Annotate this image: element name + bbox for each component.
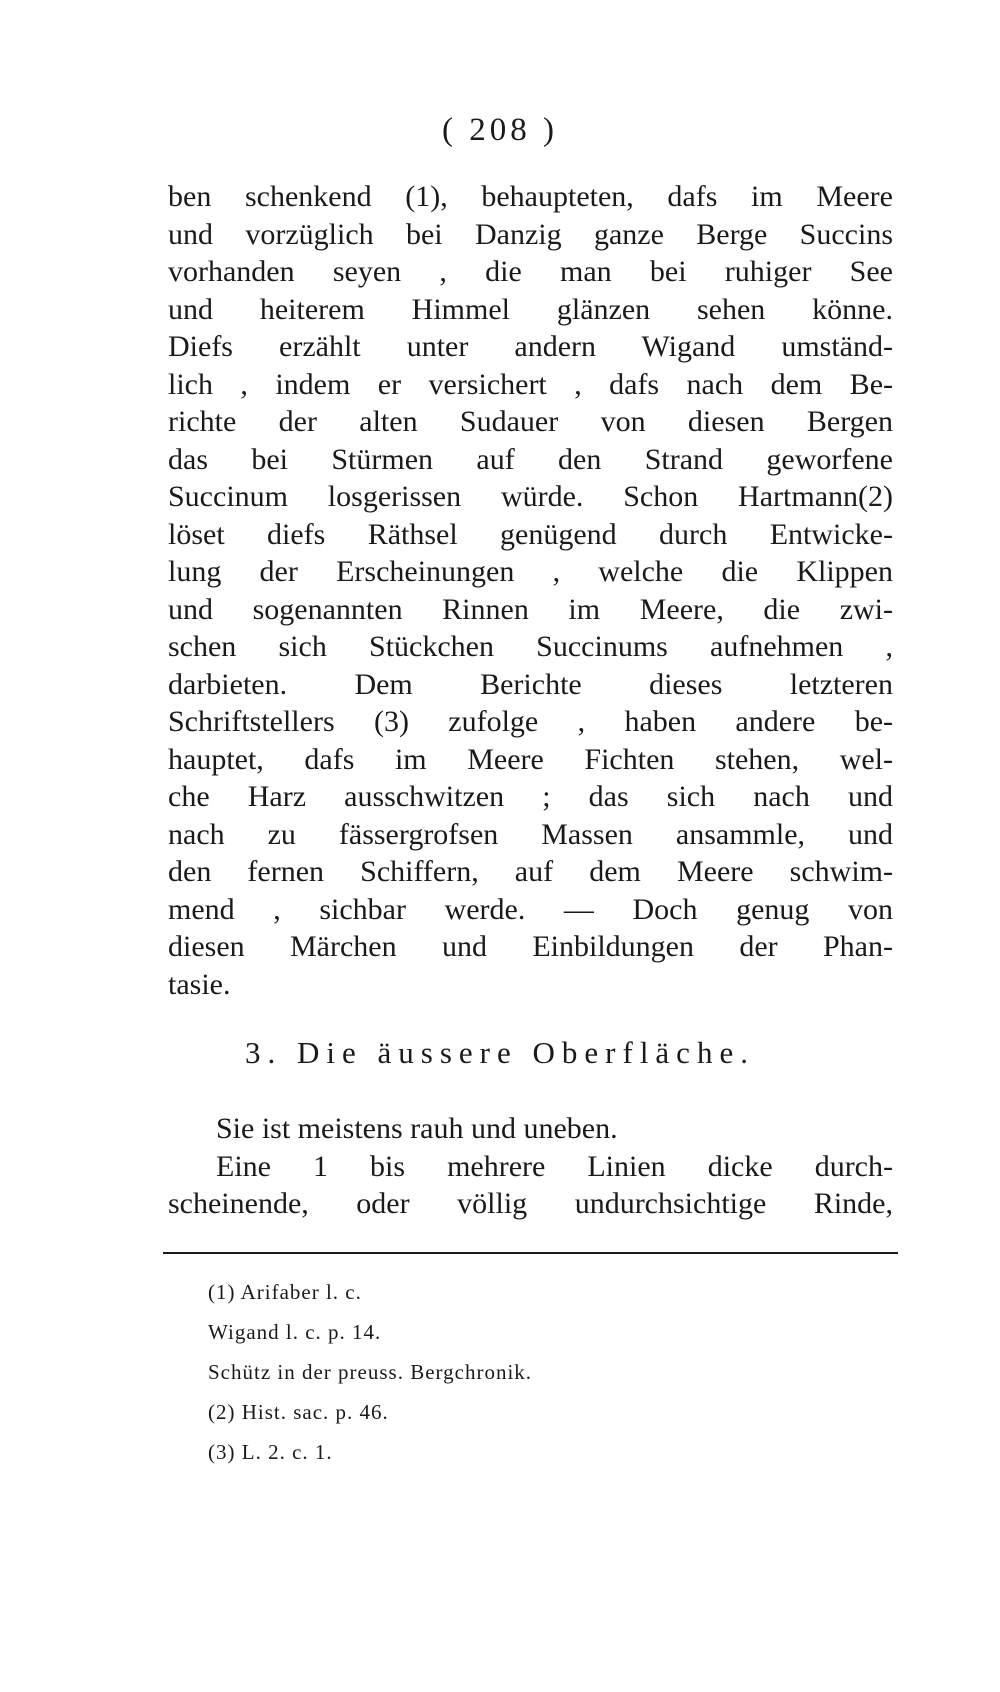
text-line: tasie. (168, 967, 231, 1001)
footnotes (208, 1272, 888, 1472)
text-line: lung der Erscheinungen , welche die Klippen (168, 555, 893, 588)
text-line: lich , indem er versichert , dafs nach dem Be- (168, 367, 893, 401)
footnote: Wigand l. c. p. 14. (208, 1320, 382, 1344)
text-line: Diefs erzählt unter andern Wigand umständ- (168, 330, 893, 363)
footnote: (3) L. 2. c. 1. (208, 1440, 333, 1464)
text-line: Sie ist meistens rauh und uneben. (216, 1112, 618, 1145)
text-line: scheinende, oder völlig undurchsichtige Rinde, (168, 1187, 893, 1220)
text-line: Schriftstellers (3) zufolge , haben andere be- (168, 705, 893, 738)
footnote: (1) Arifaber l. c. (208, 1280, 362, 1304)
text-line: schen sich Stückchen Succinums aufnehmen , (168, 630, 893, 663)
text-line: nach zu fässergrofsen Massen ansammle, und (168, 817, 893, 851)
footnote-divider (163, 1252, 898, 1254)
text-line: richte der alten Sudauer von diesen Bergen (168, 405, 893, 438)
footnote: (2) Hist. sac. p. 46. (208, 1400, 389, 1424)
text-line: diesen Märchen und Einbildungen der Phan- (168, 930, 893, 963)
text-line: hauptet, dafs im Meere Fichten stehen, wel- (168, 742, 893, 776)
text-line: ben schenkend (1), behaupteten, dafs im Meere (168, 180, 893, 213)
text-line: vorhanden seyen , die man bei ruhiger See (168, 255, 893, 288)
section-paragraph (168, 1110, 893, 1223)
footnote: Schütz in der preuss. Bergchronik. (208, 1360, 533, 1384)
text-line: che Harz ausschwitzen ; das sich nach und (168, 780, 893, 813)
text-line: darbieten. Dem Berichte dieses letzteren (168, 667, 893, 701)
page-number: ( 208 ) (442, 112, 558, 148)
text-line: löset diefs Räthsel genügend durch Entwicke- (168, 517, 893, 551)
text-line: den fernen Schiffern, auf dem Meere schwim- (168, 855, 893, 888)
text-line: und vorzüglich bei Danzig ganze Berge Succins (168, 217, 893, 251)
text-line: Succinum losgerissen würde. Schon Hartmann(2) (168, 480, 893, 513)
text-line: und sogenannten Rinnen im Meere, die zwi- (168, 592, 893, 626)
text-line: mend , sichbar werde. — Doch genug von (168, 892, 893, 926)
section-heading: 3. Die äussere Oberfläche. (245, 1035, 755, 1070)
text-line: und heiterem Himmel glänzen sehen könne. (168, 292, 893, 326)
text-line: das bei Stürmen auf den Strand geworfene (168, 442, 893, 476)
main-paragraph (168, 178, 893, 1003)
text-line: Eine 1 bis mehrere Linien dicke durch- (216, 1149, 893, 1183)
